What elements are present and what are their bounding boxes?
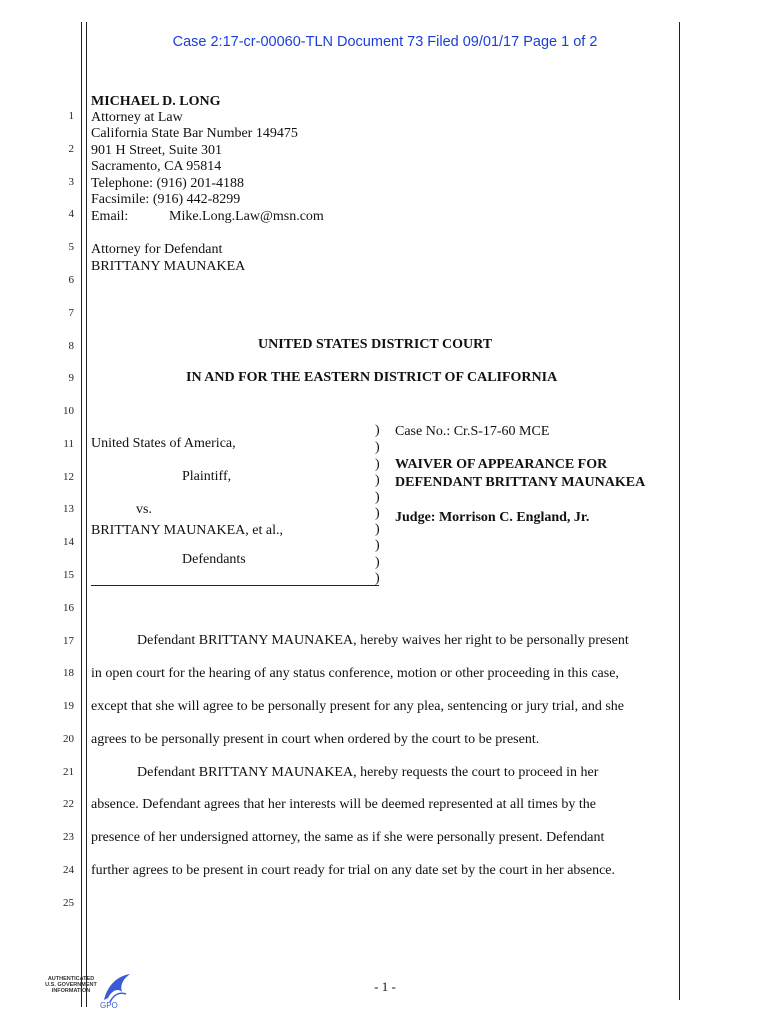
left-margin-rule <box>81 22 82 1007</box>
caption-paren: ) <box>375 473 380 488</box>
plaintiff-role: Plaintiff, <box>182 469 232 484</box>
page-number: - 1 - <box>374 979 396 994</box>
body-paragraph-1-line-4: agrees to be personally present in court when ordered by the court to be present. <box>91 732 540 747</box>
line-number: 17 <box>63 635 74 647</box>
court-name: UNITED STATES DISTRICT COURT <box>258 337 493 352</box>
line-number: 3 <box>68 176 74 188</box>
attorney-title: Attorney at Law <box>91 110 183 125</box>
line-number: 1 <box>68 110 74 122</box>
attorney-telephone: Telephone: (916) 201-4188 <box>91 176 244 191</box>
caption-paren: ) <box>375 538 380 553</box>
body-paragraph-1-line-3: except that she will agree to be personally present for any plea, sentencing or jury trial, and she <box>91 699 624 714</box>
svg-text:GPO: GPO <box>100 1001 118 1010</box>
attorney-street: 901 H Street, Suite 301 <box>91 143 223 158</box>
line-number: 20 <box>63 733 74 745</box>
line-number: 16 <box>63 602 74 614</box>
body-paragraph-1-line-1: Defendant BRITTANY MAUNAKEA, hereby waives her right to be personally present <box>137 633 629 648</box>
line-number: 14 <box>63 536 74 548</box>
attorney-city: Sacramento, CA 95814 <box>91 159 222 174</box>
body-paragraph-2-line-4: further agrees to be present in court ready for trial on any date set by the court in her absence. <box>91 863 616 878</box>
line-number: 6 <box>68 274 74 286</box>
attorney-email-label: Email: <box>91 209 129 224</box>
caption-paren: ) <box>375 522 380 537</box>
line-number: 22 <box>63 798 74 810</box>
left-margin-rule-inner <box>86 22 87 1007</box>
gpo-seal-text: AUTHENTICATED U.S. GOVERNMENT INFORMATION <box>45 976 97 994</box>
body-paragraph-2-line-2: absence. Defendant agrees that her interests will be deemed represented at all times by the <box>91 797 596 812</box>
plaintiff-name: United States of America, <box>91 436 236 451</box>
line-number: 9 <box>68 372 74 384</box>
court-district: IN AND FOR THE EASTERN DISTRICT OF CALIFORNIA <box>186 370 558 385</box>
gpo-eagle-icon <box>98 970 132 1010</box>
line-number: 12 <box>63 471 74 483</box>
case-number: Case No.: Cr.S-17-60 MCE <box>395 424 550 439</box>
line-number: 7 <box>68 307 74 319</box>
caption-paren: ) <box>375 555 380 570</box>
right-margin-rule <box>679 22 680 1000</box>
caption-paren: ) <box>375 457 380 472</box>
line-number: 8 <box>68 340 74 352</box>
line-number: 23 <box>63 831 74 843</box>
caption-paren: ) <box>375 440 380 455</box>
filing-stamp-header: Case 2:17-cr-00060-TLN Document 73 Filed 09/01/17 Page 1 of 2 <box>172 34 598 50</box>
line-number: 2 <box>68 143 74 155</box>
attorney-email: Mike.Long.Law@msn.com <box>169 209 324 224</box>
caption-paren: ) <box>375 423 380 438</box>
line-number: 10 <box>63 405 74 417</box>
caption-paren: ) <box>375 571 380 586</box>
line-number: 19 <box>63 700 74 712</box>
body-paragraph-1-line-2: in open court for the hearing of any status conference, motion or other proceeding in this case, <box>91 666 619 681</box>
line-number: 21 <box>63 766 74 778</box>
attorney-name: MICHAEL D. LONG <box>91 94 221 109</box>
attorney-for-label: Attorney for Defendant <box>91 242 223 257</box>
gpo-authentication-seal <box>40 970 135 1010</box>
line-number: 4 <box>68 208 74 220</box>
line-number: 18 <box>63 667 74 679</box>
line-number: 25 <box>63 897 74 909</box>
body-paragraph-2-line-1: Defendant BRITTANY MAUNAKEA, hereby requests the court to proceed in her <box>137 765 599 780</box>
versus-label: vs. <box>136 502 152 517</box>
line-number: 15 <box>63 569 74 581</box>
document-title-line-2: DEFENDANT BRITTANY MAUNAKEA <box>395 475 646 490</box>
line-number: 11 <box>63 438 74 450</box>
line-number: 5 <box>68 241 74 253</box>
caption-underline <box>91 585 379 586</box>
caption-paren: ) <box>375 490 380 505</box>
attorney-bar-number: California State Bar Number 149475 <box>91 126 298 141</box>
attorney-facsimile: Facsimile: (916) 442-8299 <box>91 192 241 207</box>
body-paragraph-2-line-3: presence of her undersigned attorney, the same as if she were personally present. Defendant <box>91 830 605 845</box>
attorney-client: BRITTANY MAUNAKEA <box>91 259 246 274</box>
defendant-name: BRITTANY MAUNAKEA, et al., <box>91 523 284 538</box>
line-number: 13 <box>63 503 74 515</box>
caption-paren: ) <box>375 506 380 521</box>
document-title-line-1: WAIVER OF APPEARANCE FOR <box>395 457 608 472</box>
line-number: 24 <box>63 864 74 876</box>
defendant-role: Defendants <box>182 552 246 567</box>
judge-name: Judge: Morrison C. England, Jr. <box>395 510 590 525</box>
